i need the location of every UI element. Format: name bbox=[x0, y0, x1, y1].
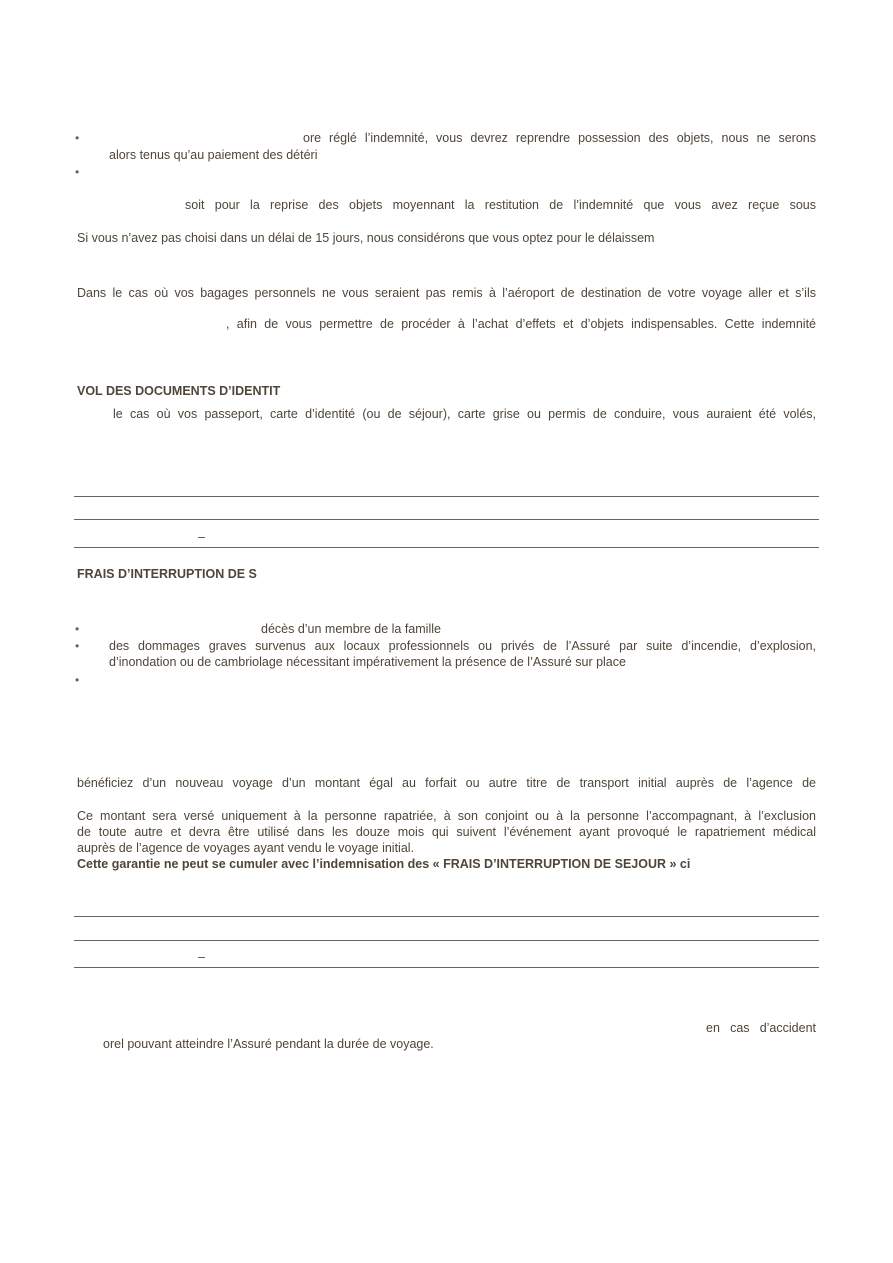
paragraph-reprise: soit pour la reprise des objets moyennant la restitution de l’indemnité que vous avez reçue sous bbox=[185, 198, 816, 212]
paragraph-achat: , afin de vous permettre de procéder à l’achat d’effets et d’objets indispensables. Cette indemnité bbox=[226, 317, 816, 331]
paragraph-accident: en cas d’accident bbox=[706, 1021, 816, 1035]
heading-frais-interruption: FRAIS D’INTERRUPTION DE S bbox=[77, 567, 257, 581]
paragraph-montant-line2: de toute autre et devra être utilisé dans les douze mois qui suivent l’événement ayant provoqué le rapatriement médical bbox=[77, 825, 816, 839]
paragraph-montant-line1: Ce montant sera versé uniquement à la personne rapatriée, à son conjoint ou à la personne l’accompagnant, à l’exclusion bbox=[77, 809, 816, 823]
dash-mark: – bbox=[198, 950, 205, 964]
list-item-dommages: des dommages graves survenus aux locaux professionnels ou privés de l’Assuré par suite d’incendie, d’explosion, bbox=[109, 639, 816, 653]
list-item-deces: décès d’un membre de la famille bbox=[261, 622, 441, 636]
divider-line bbox=[74, 967, 819, 968]
paragraph-garantie: Cette garantie ne peut se cumuler avec l’indemnisation des « FRAIS D’INTERRUPTION DE SEJOUR » ci bbox=[77, 857, 691, 871]
bullet-marker: • bbox=[75, 131, 80, 145]
bullet-marker: • bbox=[75, 165, 80, 179]
list-item-dommages-cont: d’inondation ou de cambriolage nécessitant impérativement la présence de l’Assuré sur place bbox=[109, 655, 626, 669]
paragraph-vol: le cas où vos passeport, carte d’identité (ou de séjour), carte grise ou permis de conduire, vous auraient été volés, bbox=[113, 407, 816, 421]
bullet-text-deterioration: alors tenus qu’au paiement des détéri bbox=[109, 148, 318, 162]
paragraph-beneficiez: bénéficiez d’un nouveau voyage d’un montant égal au forfait ou autre titre de transport initial auprès de l’agence de bbox=[77, 776, 816, 790]
bullet-marker: • bbox=[75, 639, 80, 653]
bullet-text-reglement: ore réglé l’indemnité, vous devrez reprendre possession des objets, nous ne serons bbox=[303, 131, 816, 145]
paragraph-delai: Si vous n’avez pas choisi dans un délai de 15 jours, nous considérons que vous optez pour le délaissem bbox=[77, 231, 655, 245]
divider-line bbox=[74, 519, 819, 520]
paragraph-accident-cont: orel pouvant atteindre l’Assuré pendant la durée de voyage. bbox=[103, 1037, 434, 1051]
paragraph-montant-line3: auprès de l’agence de voyages ayant vendu le voyage initial. bbox=[77, 841, 415, 855]
divider-line bbox=[74, 547, 819, 548]
heading-vol-documents: VOL DES DOCUMENTS D’IDENTIT bbox=[77, 384, 281, 398]
dash-mark: – bbox=[198, 530, 205, 544]
paragraph-bagages: Dans le cas où vos bagages personnels ne vous seraient pas remis à l’aéroport de destination de votre voyage aller et s’ils bbox=[77, 286, 816, 300]
divider-line bbox=[74, 916, 819, 917]
bullet-marker: • bbox=[75, 622, 80, 636]
divider-line bbox=[74, 496, 819, 497]
divider-line bbox=[74, 940, 819, 941]
bullet-marker: • bbox=[75, 673, 80, 687]
